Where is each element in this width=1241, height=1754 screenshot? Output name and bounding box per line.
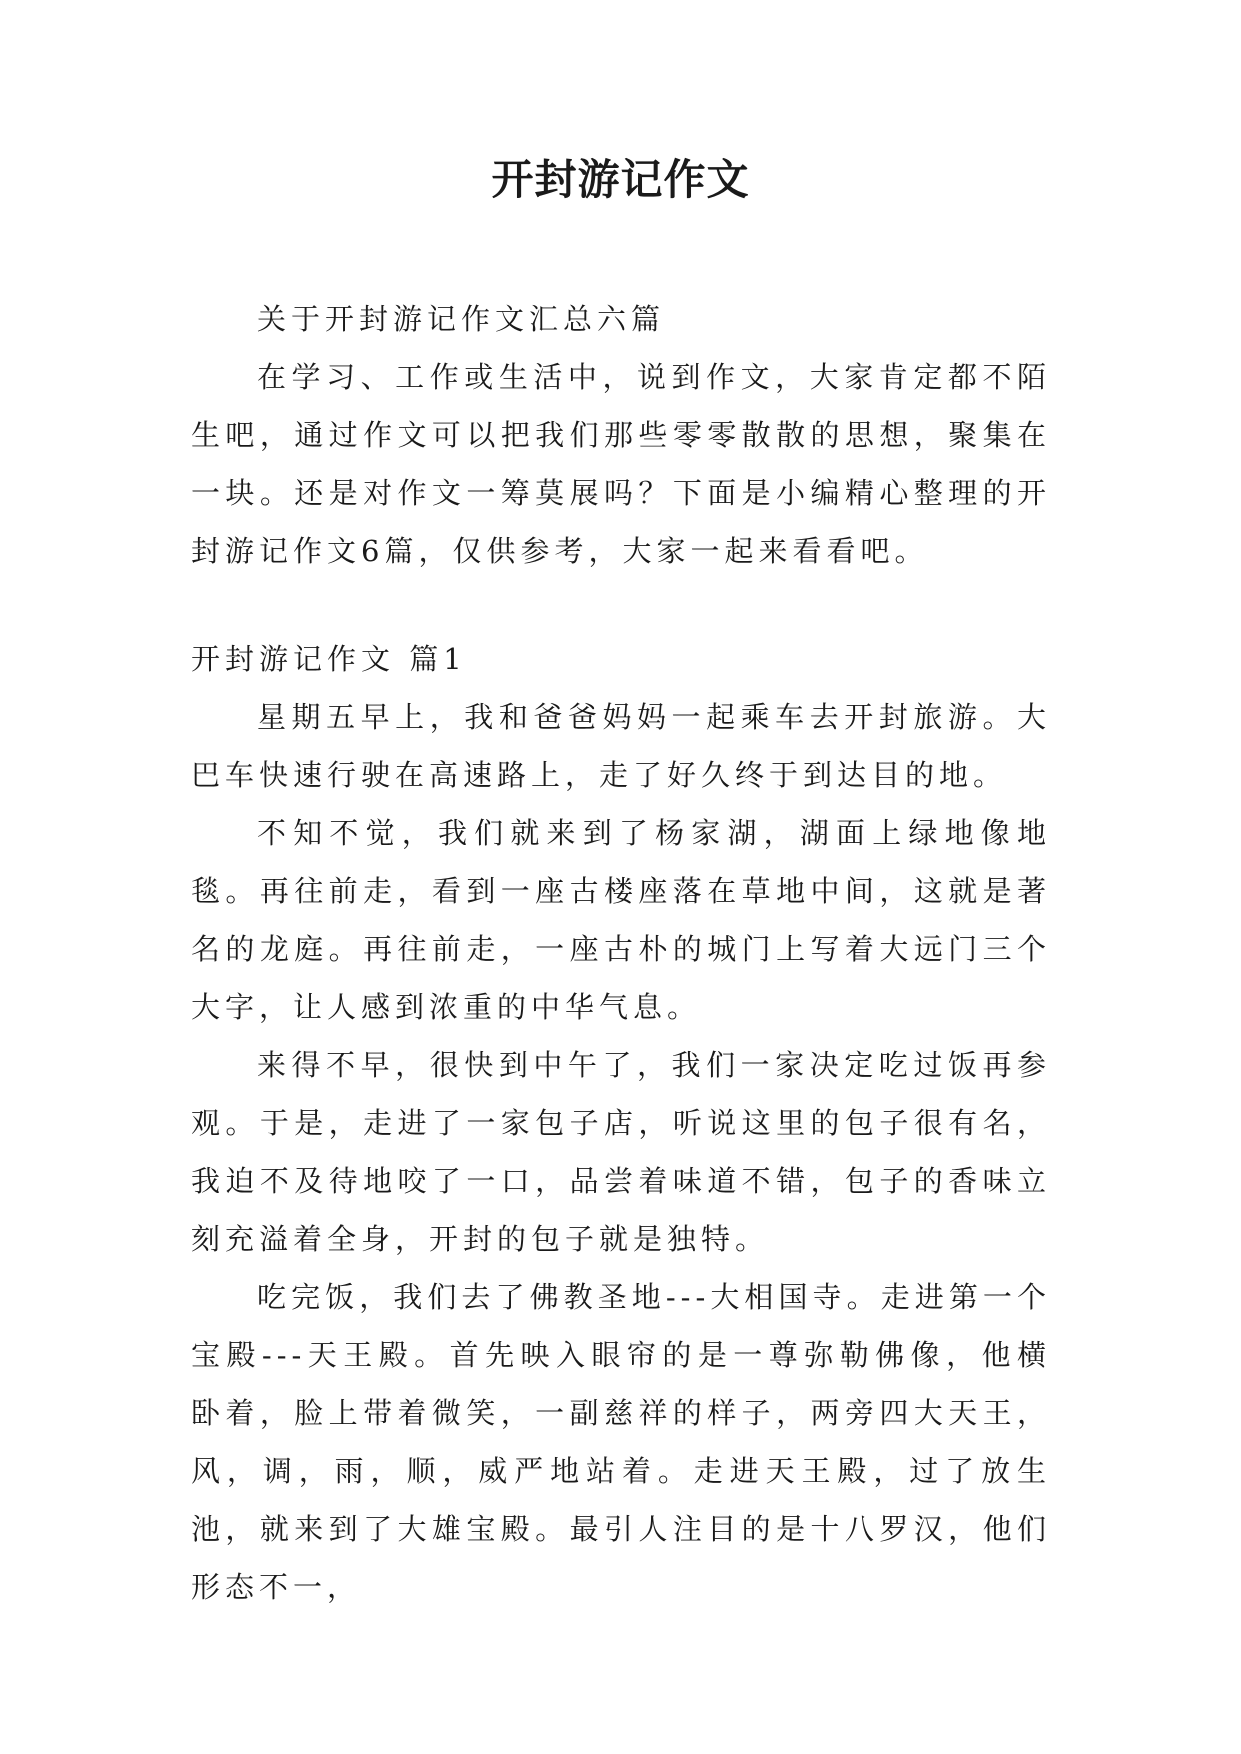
body-paragraph: 吃完饭，我们去了佛教圣地---大相国寺。走进第一个宝殿---天王殿。首先映入眼帘的是一尊弥勒佛像，他横卧着，脸上带着微笑，一副慈祥的样子，两旁四大天王，风，调，雨，顺，威严地站着。走进天王殿，过了放生池，就来到了大雄宝殿。最引人注目的是十八罗汉，他们形态不一，: [191, 1280, 1051, 1604]
body-paragraph: 星期五早上，我和爸爸妈妈一起乘车去开封旅游。大巴车快速行驶在高速路上，走了好久终于到达目的地。: [191, 700, 1051, 792]
body-paragraph: 来得不早，很快到中午了，我们一家决定吃过饭再参观。于是，走进了一家包子店，听说这里的包子很有名，我迫不及待地咬了一口，品尝着味道不错，包子的香味立刻充溢着全身，开封的包子就是独特。: [191, 1048, 1051, 1256]
intro-paragraph: 在学习、工作或生活中，说到作文，大家肯定都不陌生吧，通过作文可以把我们那些零零散散的思想，聚集在一块。还是对作文一筹莫展吗？下面是小编精心整理的开封游记作文6篇，仅供参考，大家一起来看看吧。: [191, 360, 1051, 568]
document-subtitle: 关于开封游记作文汇总六篇: [257, 302, 666, 336]
document-body: [191, 290, 1051, 1616]
document-title: 开封游记作文: [491, 155, 750, 204]
body-paragraph: 不知不觉，我们就来到了杨家湖，湖面上绿地像地毯。再往前走，看到一座古楼座落在草地中间，这就是著名的龙庭。再往前走，一座古朴的城门上写着大远门三个大字，让人感到浓重的中华气息。: [191, 816, 1051, 1024]
section-heading: 开封游记作文 篇1: [191, 642, 467, 676]
